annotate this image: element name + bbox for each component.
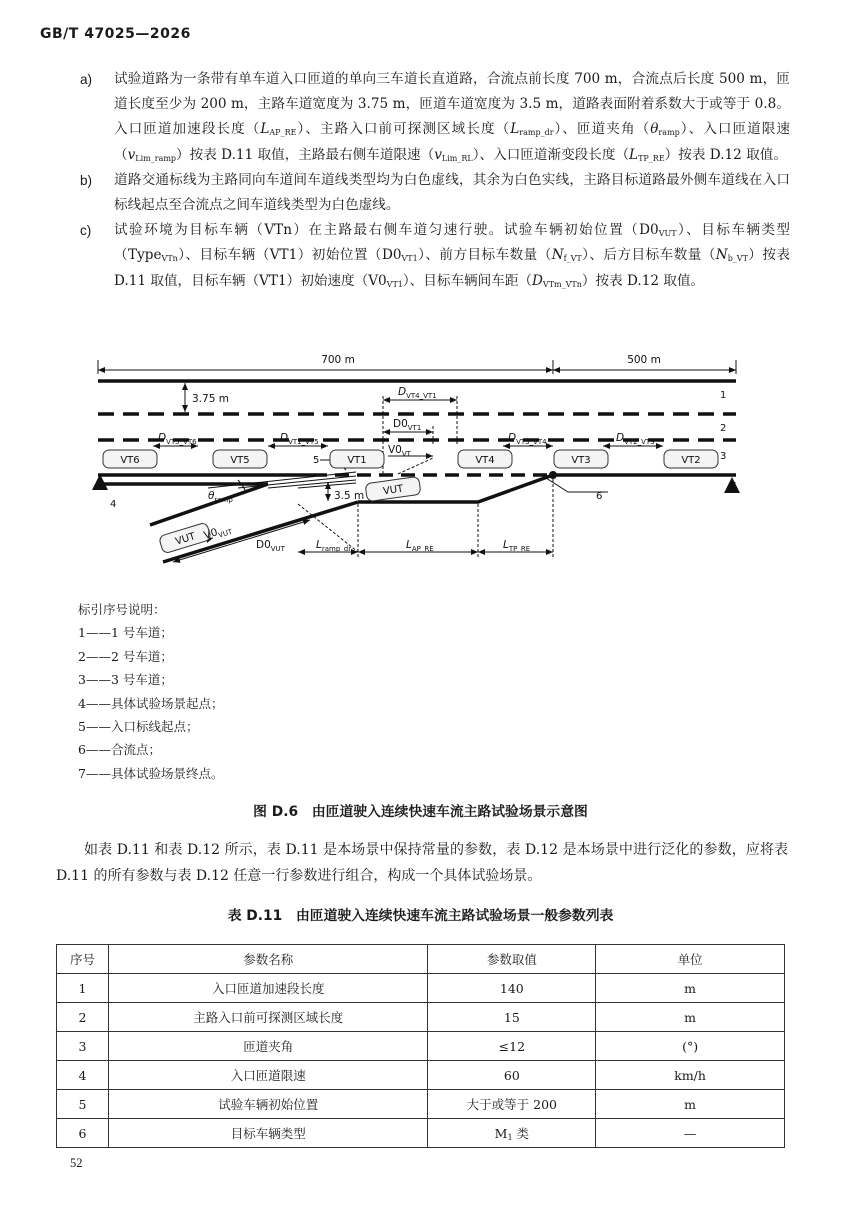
- merge-point: [549, 471, 557, 479]
- callout-2: 2: [720, 423, 727, 434]
- vehicle-label-vt1: VT1: [347, 455, 367, 466]
- parameter-table: [56, 944, 785, 1148]
- callout-6-leader: [546, 478, 608, 492]
- condition-item: [80, 168, 790, 218]
- d0-vt1-label: $D0_{VT1}$: [393, 418, 422, 432]
- lane-width-label: 3.75 m: [192, 393, 229, 405]
- legend-item: 2——2 号车道；: [78, 648, 173, 664]
- callout-6: 6: [596, 491, 603, 502]
- table-cell: $M_1$ 类: [428, 1119, 596, 1148]
- ref-line: [398, 458, 433, 474]
- dim-vt1-vt5-label: $D_{VT1\_VT5}$: [280, 432, 319, 446]
- body-paragraph: 如表 D.11 和表 D.12 所示，表 D.11 是本场景中保持常量的参数，表 D.12 是本场景中进行泛化的参数，应将表 D.11 的所有参数与表 D.12 任意一行参数进行组合，构成一个具体试验场景。: [56, 842, 788, 884]
- table-cell: 3: [57, 1032, 109, 1061]
- table-cell: 1: [57, 974, 109, 1003]
- theta-ramp-label: $\theta_{ramp}$: [208, 490, 233, 504]
- dim-700-label: 700 m: [321, 354, 355, 366]
- table-row: [57, 974, 785, 1003]
- hatch-line: [298, 483, 356, 488]
- l-tp-re-label: $L_{TP\_RE}$: [503, 539, 531, 553]
- test-conditions-list: [80, 67, 790, 294]
- vehicle-label-vt2: VT2: [681, 455, 701, 466]
- table-cell: 60: [428, 1061, 596, 1090]
- dim-vt4-vt1-label: $D_{VT4\_VT1}$: [398, 386, 437, 400]
- callout-5: 5: [313, 455, 320, 466]
- table-row: [57, 1061, 785, 1090]
- dim-vt5-vt6-label: $D_{VT5\_VT6}$: [158, 432, 197, 446]
- dim-500-label: 500 m: [627, 354, 661, 366]
- condition-marker: a): [80, 72, 93, 87]
- table-cell: (°): [596, 1032, 785, 1061]
- condition-marker: b): [80, 172, 93, 188]
- l-ramp-dr-label: $L_{ramp\_dr}$: [316, 539, 352, 553]
- vehicle-label-vut-start: VUT: [174, 531, 197, 548]
- condition-text: 试验道路为一条带有单车道入口匝道的单向三车道长直道路，合流点前长度 700 m，合流点后长度 500 m，匝道长度至少为 200 m，主路车道宽度为 3.75 m，匝道车道宽度为 3.5 m，道路表面附着系数大于或等于 0.8。入口匝道加速段长度$(L_{AP\_RE})$、主路入口前可探测区域长度$(L_{ramp\_dr})$、匝道夹角$(\theta_{ramp})$、入口匝道限速$(v_{Lim\_ramp})$按表 D.11 取值，主路最右侧车道限速$(v_{Lim\_RL})$、入口匝道渐变段长度$(L_{TP\_RE})$按表 D.12 取值。: [114, 71, 791, 163]
- condition-marker: c): [80, 223, 92, 239]
- table-cell: m: [596, 974, 785, 1003]
- table-cell: ≤12: [428, 1032, 596, 1061]
- dim-vt3-vt4-label: $D_{VT3\_VT4}$: [508, 432, 547, 446]
- column-header: 参数名称: [108, 945, 428, 974]
- vehicle-label-vut-merging: VUT: [382, 483, 405, 498]
- vehicle-label-vt6: VT6: [120, 455, 140, 466]
- column-header: 参数取值: [428, 945, 596, 974]
- condition-item: [80, 218, 790, 294]
- table-cell: 4: [57, 1061, 109, 1090]
- table-row: [57, 1090, 785, 1119]
- table-cell: m: [596, 1003, 785, 1032]
- table-cell: 匝道夹角: [108, 1032, 428, 1061]
- page-number: 52: [70, 1156, 83, 1170]
- condition-text: 道路交通标线为主路同向车道间车道线类型均为白色虚线，其余为白色实线，主路目标道路最外侧车道线在入口标线起点至合流点之间车道线类型为白色虚线。: [114, 171, 790, 214]
- table-row: [57, 1032, 785, 1061]
- vehicle-label-vt5: VT5: [230, 455, 250, 466]
- vehicle-label-vt3: VT3: [571, 455, 591, 466]
- table-cell: 15: [428, 1003, 596, 1032]
- legend-item: 4——具体试验场景起点；: [78, 695, 224, 711]
- table-cell: km/h: [596, 1061, 785, 1090]
- figure-caption: 图 D.6 由匝道驶入连续快速车流主路试验场景示意图: [253, 804, 588, 820]
- condition-text: 试验环境为目标车辆（VTn）在主路最右侧车道匀速行驶。试验车辆初始位置$(D0_{VUT})$、目标车辆类型（Type$_{VTn}$）、目标车辆（VT1）初始位置$(D0_{VT1})$、前方目标车数量$(N_{f\_VT})$、后方目标车数量$(N_{b\_VT})$按表 D.11 取值，目标车辆（VT1）初始速度$(V0_{VT1})$、目标车辆间车距$(D_{VTm\_VTn})$按表 D.12 取值。: [114, 222, 791, 289]
- callout-4: 4: [110, 499, 117, 510]
- column-header: 序号: [57, 945, 109, 974]
- callout-3: 3: [720, 451, 727, 462]
- table-cell: 140: [428, 974, 596, 1003]
- d0-vut-label: $D0_{VUT}$: [256, 539, 285, 553]
- l-ap-re-label: $L_{AP\_RE}$: [406, 539, 434, 553]
- table-cell: m: [596, 1090, 785, 1119]
- table-cell: 入口匝道限速: [108, 1061, 428, 1090]
- table-cell: 目标车辆类型: [108, 1119, 428, 1148]
- ramp-width-label: 3.5 m: [334, 490, 365, 502]
- callout-1: 1: [720, 390, 727, 401]
- condition-item: [80, 67, 790, 168]
- table-cell: 入口匝道加速段长度: [108, 974, 428, 1003]
- ramp-angle-arc: [238, 480, 246, 492]
- legend-item: 1——1 号车道；: [78, 625, 173, 641]
- table-cell: 2: [57, 1003, 109, 1032]
- table-row: [57, 1003, 785, 1032]
- scenario-diagram: [88, 352, 748, 572]
- legend-item: 7——具体试验场景终点。: [78, 765, 224, 781]
- table-cell: —: [596, 1119, 785, 1148]
- table-cell: 5: [57, 1090, 109, 1119]
- table-cell: 试验车辆初始位置: [108, 1090, 428, 1119]
- v0-vt-label: $V0_{VT}$: [388, 444, 411, 458]
- table-caption: 表 D.11 由匝道驶入连续快速车流主路试验场景一般参数列表: [227, 908, 614, 924]
- standard-code: GB/T 47025—2026: [40, 26, 191, 42]
- dim-vt2-vt3-label: $D_{VT2\_VT3}$: [616, 432, 655, 446]
- figure-legend: [78, 598, 223, 785]
- v0-vut-label: $V0_{VUT}$: [202, 526, 234, 542]
- legend-item: 5——入口标线起点；: [78, 719, 199, 735]
- legend-title: 标引序号说明：: [78, 602, 166, 617]
- table-cell: 主路入口前可探测区域长度: [108, 1003, 428, 1032]
- vehicle-label-vt4: VT4: [475, 455, 495, 466]
- legend-item: 3——3 号车道；: [78, 672, 173, 688]
- column-header: 单位: [596, 945, 785, 974]
- callout-7: 7: [730, 481, 737, 492]
- legend-item: 6——合流点；: [78, 742, 161, 758]
- table-cell: 6: [57, 1119, 109, 1148]
- table-cell: 大于或等于 200: [428, 1090, 596, 1119]
- table-row: [57, 1119, 785, 1148]
- table-header-row: [57, 945, 785, 974]
